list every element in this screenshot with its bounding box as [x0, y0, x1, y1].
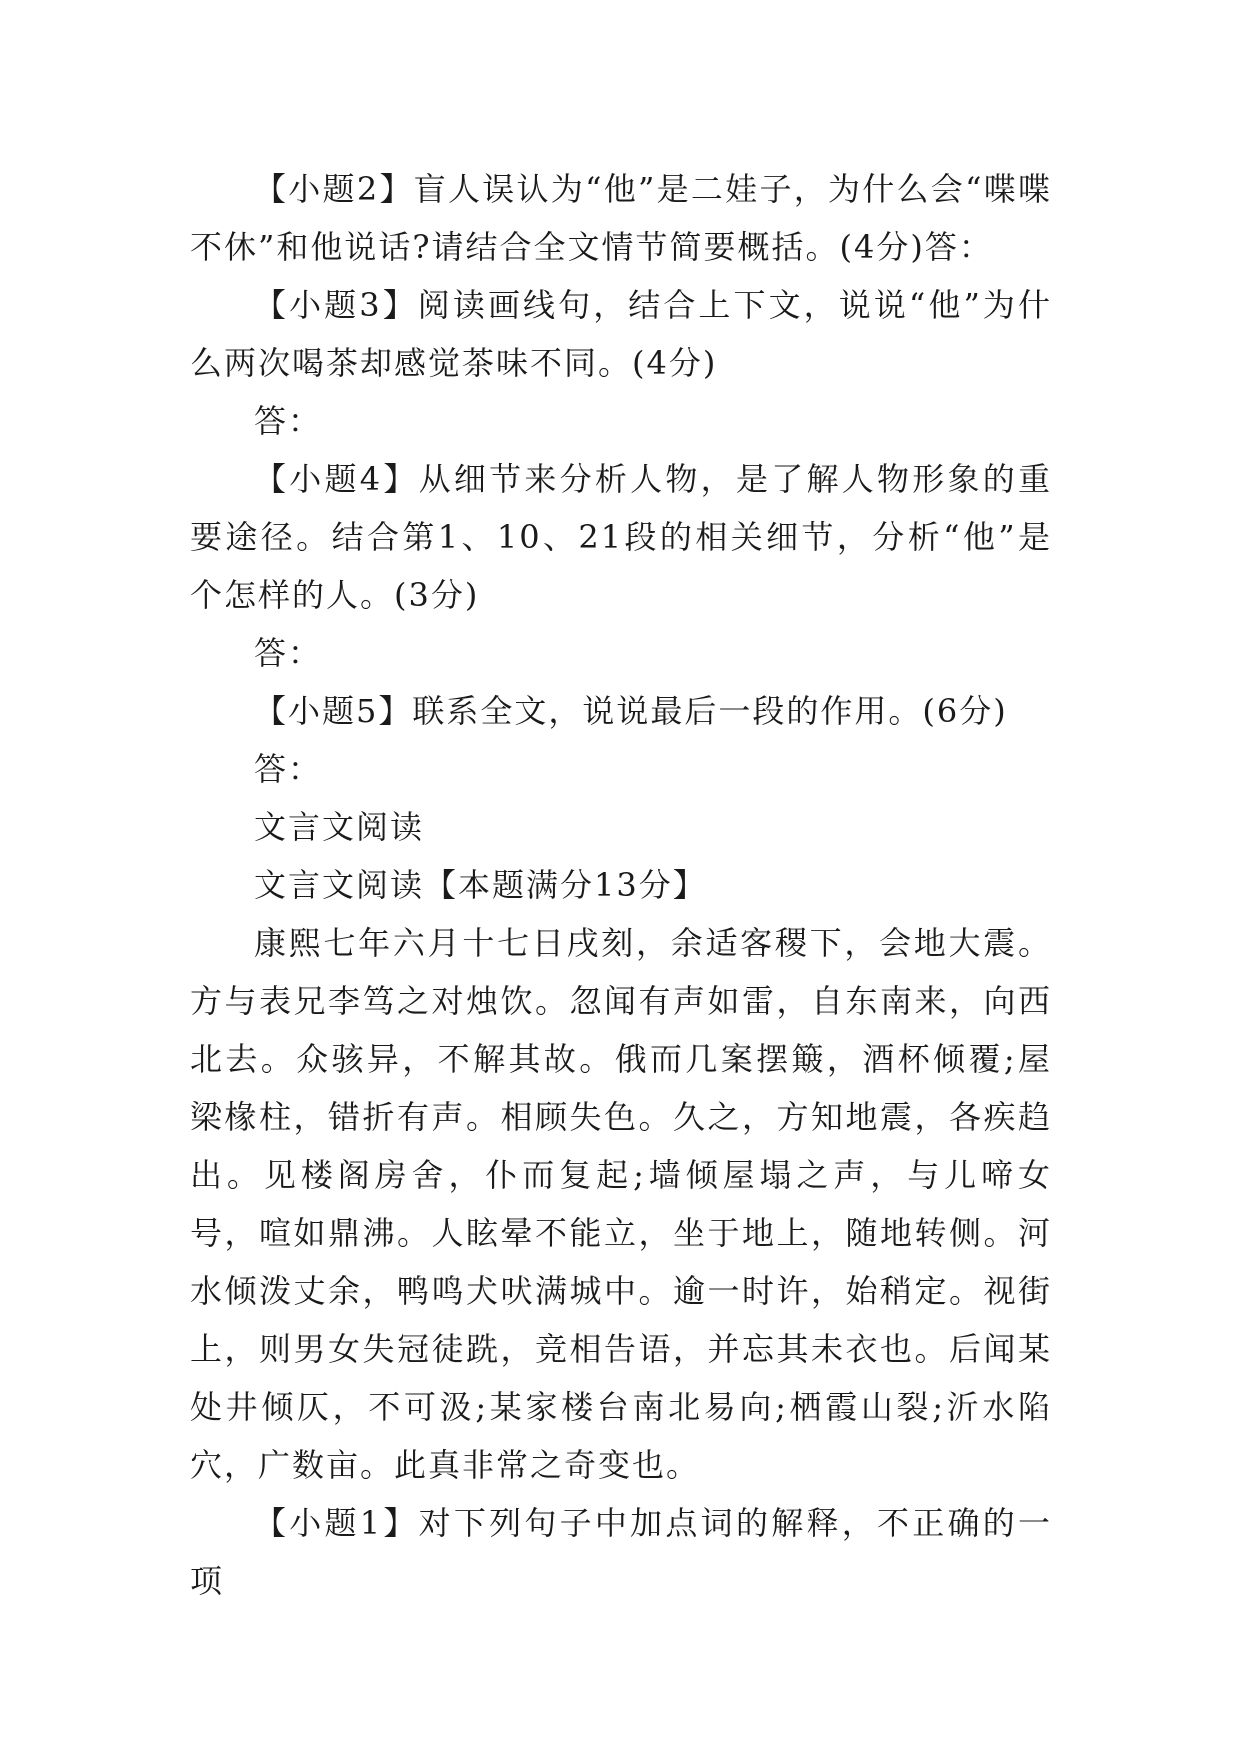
classical-passage: 康熙七年六月十七日戌刻，余适客稷下，会地大震。方与表兄李笃之对烛饮。忽闻有声如雷，自东南来，向西北去。众骇异，不解其故。俄而几案摆簸，酒杯倾覆;屋梁椽柱，错折有声。相顾失色。久之，方知地震，各疾趋出。见楼阁房舍，仆而复起;墙倾屋塌之声，与儿啼女号，喧如鼎沸。人眩晕不能立，坐于地上，随地转侧。河水倾泼丈余，鸭鸣犬吠满城中。逾一时许，始稍定。视街上，则男女失冠徒跣，竞相告语，并忘其未衣也。后闻某处井倾仄，不可汲;某家楼台南北易向;栖霞山裂;沂水陷穴，广数亩。此真非常之奇变也。: [190, 924, 1052, 1484]
question-3-text: 【小题3】阅读画线句，结合上下文，说说“他”为什么两次喝茶却感觉茶味不同。(4分): [190, 286, 1052, 382]
classical-question-1-text: 【小题1】对下列句子中加点词的解释，不正确的一项: [190, 1504, 1052, 1600]
section-subheading: 文言文阅读【本题满分13分】: [254, 866, 707, 904]
document-page: [190, 160, 1052, 1610]
answer-label: 答：: [254, 634, 323, 672]
question-2-text: 【小题2】盲人误认为“他”是二娃子，为什么会“喋喋不休”和他说话?请结合全文情节简要概括。(4分)答：: [190, 170, 1052, 266]
question-5-text: 【小题5】联系全文，说说最后一段的作用。(6分): [254, 692, 1008, 730]
answer-label: 答：: [254, 402, 323, 440]
section-heading: 文言文阅读: [254, 808, 425, 846]
answer-label: 答：: [254, 750, 323, 788]
question-4-text: 【小题4】从细节来分析人物，是了解人物形象的重要途径。结合第1、10、21段的相关细节，分析“他”是个怎样的人。(3分): [190, 460, 1052, 614]
